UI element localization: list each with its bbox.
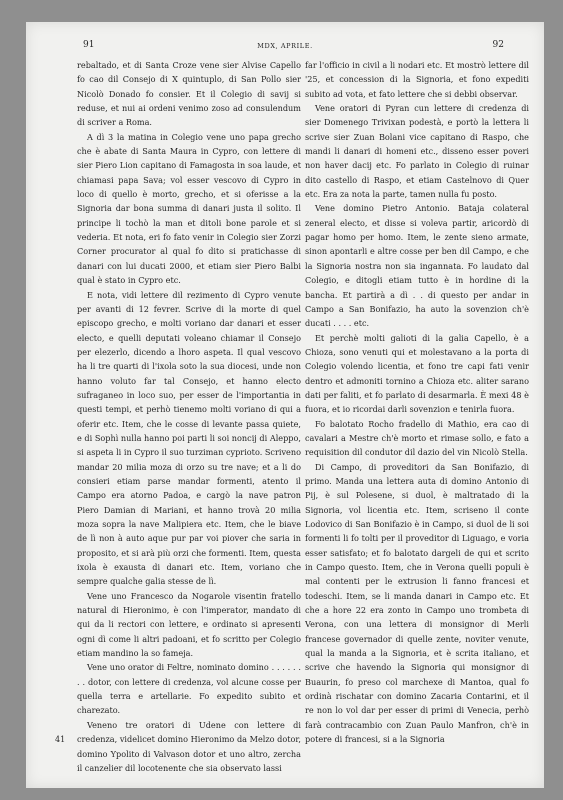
paragraph: A dì 3 la matina in Colegio vene uno papa grecho che è abate di Santa Maura in Cypro, con lettere di sier Piero Lion capitano di Famagosta in soa laude, et chiamasi papa Sava; vol esser vescovo di Cypro in loco di quello è morto, grecho, et si oferisse a la Signoria dar bona summa di danari justa il solito. Il principe li tochò la man et ditoli bone parole et si vederia. Et nota, eri fo fato venir in Colegio sier Zorzi Corner procurator al qual fo dito si pratichasse di danari con lui ducati 2000, et etiam sier Piero Balbi qual è stato in Cypro etc. bbox=[77, 131, 301, 286]
running-header bbox=[26, 40, 544, 54]
paragraph: Veneno tre oratori di Udene con lettere di credenza, videlicet domino Hieronimo da Melzo dotor, domino Ypolito di Valvason dotor et uno altro, zercha il canzelier dil locotenente che sia observato lassi bbox=[77, 719, 301, 773]
running-title: MDX, APRILE. bbox=[257, 42, 313, 50]
paragraph: far l'officio in civil a li nodari etc. Et mostrò lettere dil '25, et concession di la Signoria, et fono expediti subito ad vota, et fato lettere che si debbi observar. bbox=[305, 60, 529, 99]
paragraph: E nota, vidi lettere dil rezimento di Cypro venute per avanti di 12 fevrer. Scrive di la morte di quel episcopo grecho, e molti voriano dar danari et esser electo, e quelli deputati voleano chiamar il Consejo per elezerlo, dicendo a lhoro aspeta. Il qual vescovo ha li tre quarti di l'ixola soto la sua diocesi, unde non hanno voluto far tal Consejo, et hanno electo sufraganeo in loco suo, per esser de l'importantia in questi tempi, et perhò tienemo molti voriano di qui a oferir etc. Item, che le cosse di levante passa quiete, e di Sophì nulla hanno poi parti li soi noncij di Aleppo, si aspeta li in Cypro il suo turziman cyprioto. Scriveno mandar 20 milia moza di orzo su tre nave; et a li do consieri etiam parse mandar formenti, atento il Campo era atorno Padoa, e cargò la nave patron Piero Damian di Mariani, et hanno trovà 20 milia moza sopra la nave Malipiera etc. Item, che le biave de lì non à auto aque pur par voi piover che saria in proposito, et si arà più orzi che formenti. Item, questa ixola è exausta di danari etc. Item, voriano che sempre qualche galia stesse de lì. bbox=[77, 289, 301, 587]
paragraph: Vene uno orator di Feltre, nominato domino . . . . . . . . dotor, con lettere di credenza, vol alcune cosse per quella terra e artellarie. Fo expedito subito et charezato. bbox=[77, 662, 301, 716]
book-page bbox=[26, 22, 544, 788]
paragraph: Vene uno Francesco da Nogarole visentin fratello natural di Hieronimo, è con l'imperator, mandato di qui da li rectori con lettere, e ordinato si apresenti ogni dì come li altri padoani, et fo scritto per Colegio etiam mandino la so fameja. bbox=[77, 590, 301, 659]
paragraph: Vene domino Pietro Antonio. Bataja colateral zeneral electo, et disse si voleva partir, aricordò di pagar homo per homo. Item, le zente sieno armate, sinon apontarli e altre cosse per ben dil Campo, e che la Signoria nostra non sia ingannata. Fo laudato dal Colegio, e ditogli etiam tutto è in hordine di la bancha. Et partirà a dì . . di questo per andar in Campo a San Bonifazio, ha auto la sovenzion ch'è ducati . . . . etc. bbox=[305, 203, 529, 329]
paragraph: rebaltado, et di Santa Croze vene sier Alvise Capello fo cao dil Consejo di X quintuplo, di San Pollo sier Nicolò Donado fo consier. Et il Colegio di savij si reduse, et nui ai ordeni venimo zoso ad consulendum di scriver a Roma. bbox=[77, 60, 301, 128]
left-page-number: 91 bbox=[83, 40, 95, 50]
paragraph: Et perchè molti galioti di la galia Capello, è a Chioza, sono venuti qui et molestavano a la porta di Colegio volendo licentia, et fono tre capi fati venir dentro et admoniti tornino a Chioza etc. aliter sarano dati per faliti, et fo parlato di desarmarla. È mexi 48 è fuora, et io ricordai darli sovenzion e tenirla fuora. bbox=[305, 332, 529, 415]
paragraph: Vene oratori di Pyran cun lettere di credenza di sier Domenego Trivixan podestà, e portò la lettera li scrive sier Zuan Bolani vice capitano di Raspo, che mandi li danari di homeni etc., disseno esser poveri non haver dacij etc. Fo parlato in Colegio di ruinar dito castello di Raspo, et etiam Castelnovo di Quer etc. Era za nota la parte, tamen nulla fu posto. bbox=[305, 103, 529, 200]
left-column bbox=[77, 58, 301, 780]
margin-note: 41 bbox=[55, 735, 66, 744]
right-column bbox=[305, 58, 529, 780]
right-page-number: 92 bbox=[492, 40, 504, 50]
paragraph: Fo balotato Rocho fradello di Mathio, era cao di cavalari a Mestre ch'è morto et rimase sollo, e fato a requisition dil condutor dil dazio del vin Nicolò Stella. bbox=[305, 418, 529, 458]
paragraph: Di Campo, di proveditori da San Bonifazio, di primo. Manda una lettera auta di domino Antonio di Pij, è sul Polesene, si duol, è maltratado di la Signoria, vol licentia etc. Item, scriseno il conte Lodovico di San Bonifazio è in Campo, si duol de li soi formenti li fo tolti per il proveditor di Liguago, e voria esser satisfato; et fo balotato dargeli de qui et scrito in Campo questo. Item, che in Verona quelli populi è mal contenti per le extrusion li fanno francesi et todeschi. Item, se li manda danari in Campo etc. Et che a hore 22 era zonto in Campo uno trombeta di Verona, con una lettera di monsignor di Merli francese governador di quelle zente, noviter venute, qual la manda a la Signoria, et è scrita italiano, et scrive che havendo la Signoria qui monsignor di Buaurin, fo preso col marchexe di Mantoa, qual fo ordinà rischatar con domino Zacaria Contarini, et il re non lo vol dar per esser di primi di Venecia, perhò farà contracambio con Zuan Paulo Manfron, ch'è in potere di francesi, si a la Signoria bbox=[305, 461, 529, 745]
